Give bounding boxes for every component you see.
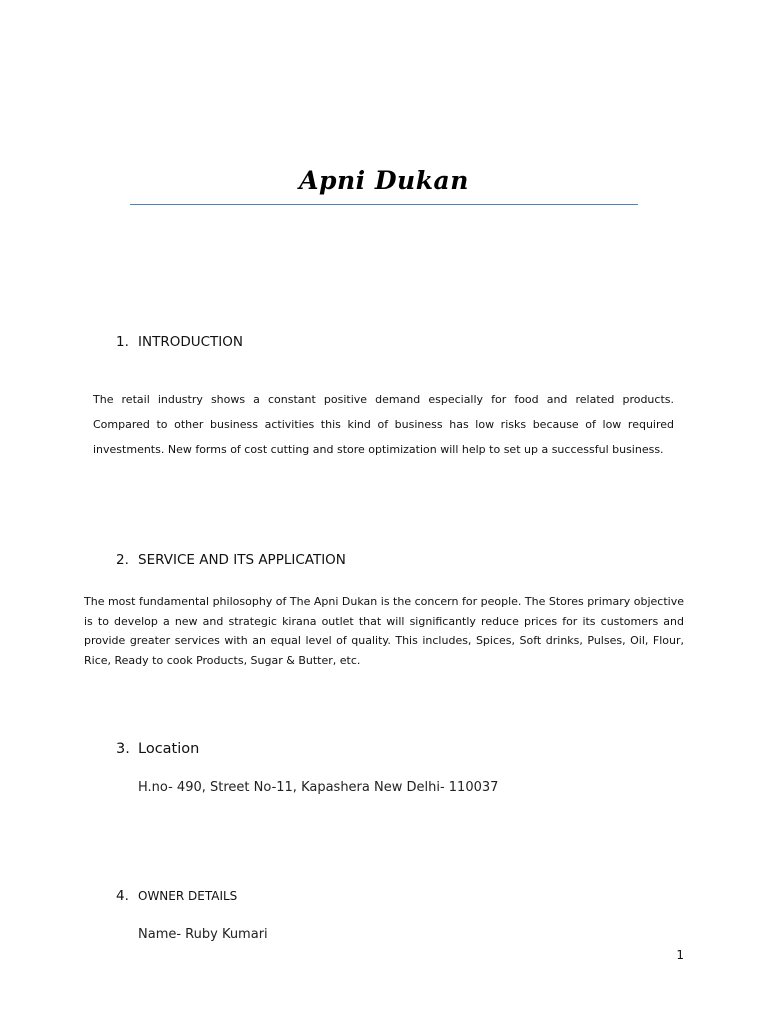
document-title: Apni Dukan [299, 166, 469, 195]
location-address: H.no- 490, Street No-11, Kapashera New Delhi- 110037 [138, 780, 499, 795]
section-heading-text: OWNER DETAILS [138, 889, 238, 903]
section-heading-location [116, 741, 199, 757]
section-heading-service [116, 552, 346, 568]
page-number: 1 [676, 948, 684, 962]
section-number: 4. [116, 888, 129, 904]
section-number: 1. [116, 334, 129, 350]
section-heading-owner-details [116, 888, 237, 904]
section-heading-text: SERVICE AND ITS APPLICATION [138, 552, 346, 568]
section-heading-text: Location [138, 741, 200, 757]
title-underline [130, 204, 638, 205]
owner-name: Name- Ruby Kumari [138, 927, 268, 942]
introduction-paragraph: The retail industry shows a constant positive demand especially for food and related products. Compared to other business activities this kind of business has low risks because of low required investments. New forms of cost cutting and store optimization will help to set up a successful business. [93, 393, 674, 456]
section-number: 2. [116, 552, 129, 568]
service-paragraph: The most fundamental philosophy of The Apni Dukan is the concern for people. The Stores primary objective is to develop a new and strategic kirana outlet that will significantly reduce prices for its customers and provide greater services with an equal level of quality. This includes, Spices, Soft drinks, Pulses, Oil, Flour, Rice, Ready to cook Products, Sugar & Butter, etc. [84, 595, 684, 667]
section-number: 3. [116, 741, 130, 757]
section-heading-introduction [116, 334, 243, 350]
section-heading-text: INTRODUCTION [138, 334, 243, 350]
